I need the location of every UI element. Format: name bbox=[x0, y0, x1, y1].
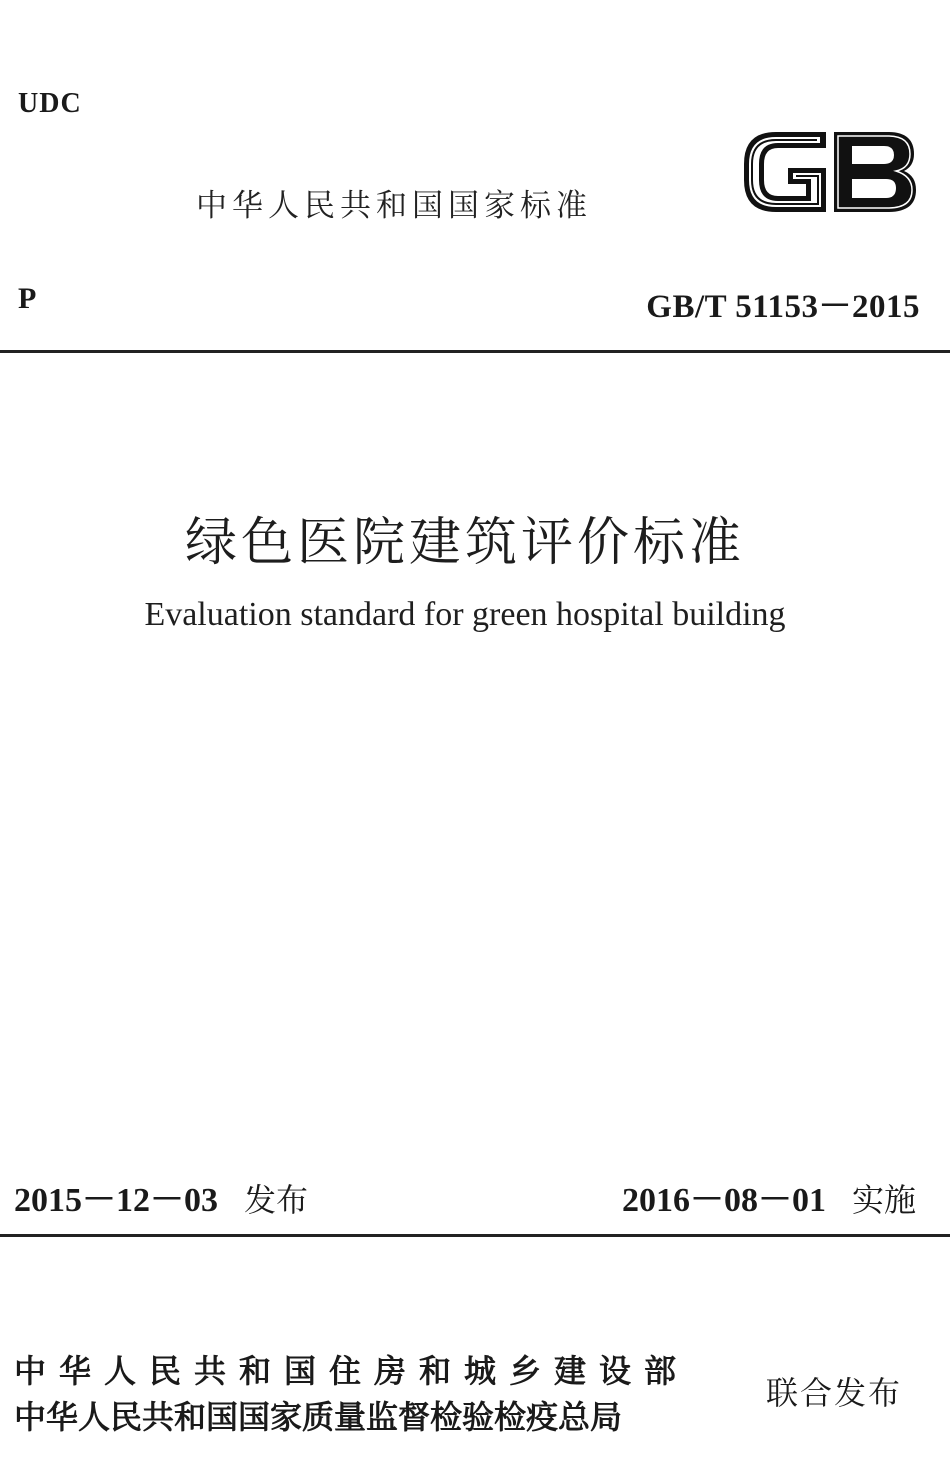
implementation-date: 2016－08－01 bbox=[621, 1182, 826, 1219]
implementation-label: 实施 bbox=[851, 1181, 916, 1219]
udc-label: UDC bbox=[18, 88, 82, 119]
national-standard-heading: 中华人民共和国国家标准 bbox=[196, 188, 592, 224]
joint-issue-label: 联合发布 bbox=[766, 1374, 903, 1412]
issue-date: 2015－12－03 bbox=[14, 1182, 218, 1219]
issue-date-line bbox=[14, 1172, 308, 1221]
gb-logo bbox=[738, 124, 920, 220]
category-code: P bbox=[18, 282, 37, 315]
top-divider bbox=[0, 350, 950, 353]
standard-title-chinese: 绿色医院建筑评价标准 bbox=[184, 513, 745, 573]
standard-number: GB/T 51153－2015 bbox=[646, 289, 920, 325]
bottom-divider bbox=[0, 1234, 950, 1237]
issue-label: 发布 bbox=[244, 1181, 309, 1219]
standard-title-english: Evaluation standard for green hospital building bbox=[144, 596, 786, 633]
implementation-date-line bbox=[622, 1172, 916, 1221]
issuer-aqsiq: 中华人民共和国国家质量监督检验检疫总局 bbox=[14, 1398, 623, 1436]
issuer-ministry: 中华人民共和国住房和城乡建设部 bbox=[14, 1352, 690, 1390]
